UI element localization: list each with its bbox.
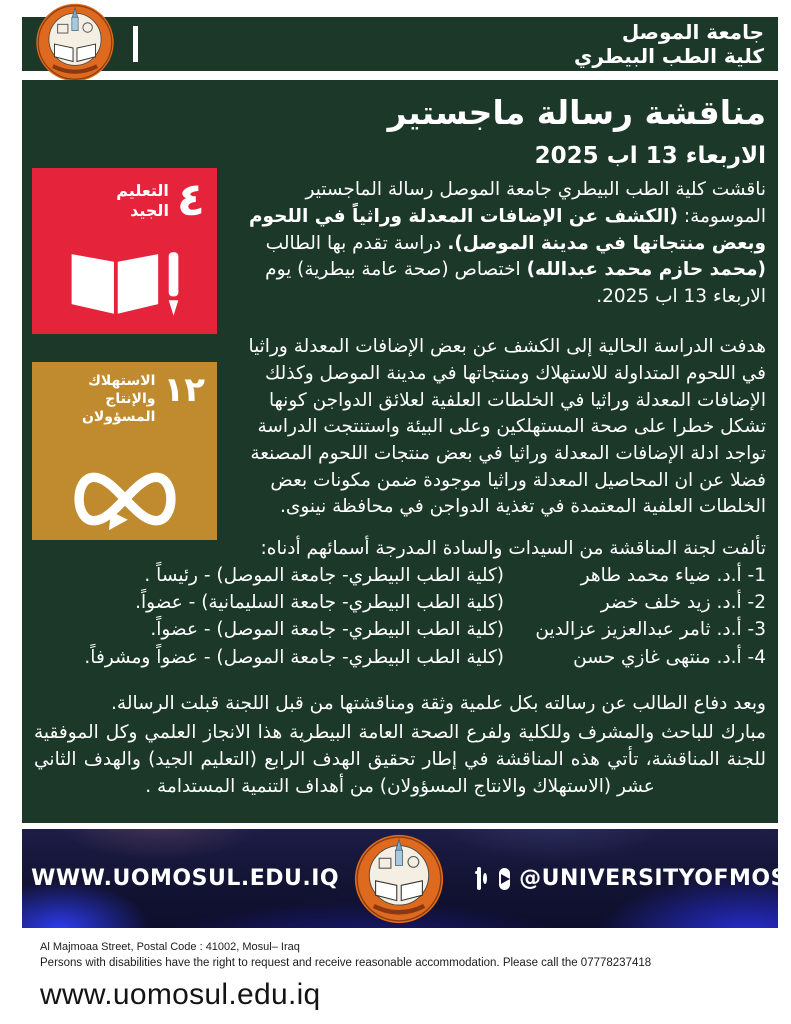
address-line: Al Majmoaa Street, Postal Code : 41002, Mosul– Iraq	[40, 941, 300, 953]
sdg4-quality-education-badge	[32, 168, 217, 334]
header-titles	[574, 20, 764, 68]
committee-member-name: 2- أ.د. زيد خلف خضر	[600, 592, 766, 614]
committee-row	[34, 589, 766, 616]
sdg4-number: ٤	[176, 172, 205, 226]
committee-member-name: 4- أ.د. منتهى غازي حسن	[573, 646, 766, 668]
book-pencil-icon	[32, 238, 217, 326]
committee-member-details: (كلية الطب البيطري- جامعة الموصل) - عضواً ومشرفاً.	[84, 646, 504, 668]
page-title: مناقشة رسالة ماجستير	[387, 93, 766, 132]
committee-member-details: (كلية الطب البيطري- جامعة السليمانية) - عضواً.	[135, 592, 504, 614]
youtube-icon[interactable]	[499, 868, 510, 890]
committee-intro: تألفت لجنة المناقشة من السيدات والسادة المدرجة أسمائهم أدناه:	[260, 537, 766, 559]
committee-list	[34, 562, 766, 671]
committee-section	[34, 535, 766, 671]
committee-member-details: (كلية الطب البيطري- جامعة الموصل) - رئيساً .	[144, 564, 504, 586]
committee-member-name: 1- أ.د. ضياء محمد طاهر	[580, 564, 766, 586]
sdg12-label: الاستهلاك والإنتاج المسؤولان	[81, 373, 156, 425]
sdg4-label: التعليم الجيد	[116, 181, 169, 220]
university-name: جامعة الموصل	[621, 20, 764, 44]
header-divider	[133, 26, 138, 62]
college-name: كلية الطب البيطري	[574, 44, 764, 68]
footer-banner	[22, 829, 787, 928]
announcement-panel	[22, 80, 778, 823]
committee-row	[34, 616, 766, 643]
sdg12-responsible-consumption-badge	[32, 362, 217, 540]
university-logo	[28, 3, 122, 82]
footer-url[interactable]: www.uomosul.edu.iq	[40, 978, 321, 1011]
instagram-icon[interactable]	[477, 867, 481, 890]
committee-member-name: 3- أ.د. ثامر عبدالعزيز عزالدين	[535, 619, 766, 641]
footer-logo	[353, 834, 445, 924]
accessibility-line: Persons with disabilities have the right to request and receive reasonable accommodation. Please call the 07778237418	[40, 957, 652, 969]
sdg12-number: ١٢	[163, 370, 205, 410]
footer-info	[40, 941, 651, 1012]
header-band	[22, 17, 778, 71]
committee-row	[34, 562, 766, 589]
committee-member-details: (كلية الطب البيطري- جامعة الموصل) - عضواً.	[150, 619, 504, 641]
committee-row	[34, 644, 766, 671]
footer-website[interactable]: WWW.UOMOSUL.EDU.IQ	[31, 866, 340, 891]
acceptance-paragraph: وبعد دفاع الطالب عن رسالته بكل علمية وثقة ومناقشتها من قبل اللجنة قبلت الرسالة.	[111, 692, 766, 714]
social-handle[interactable]: @UNIVERSITYOFMOS	[519, 866, 787, 891]
congratulations-paragraph: مبارك للباحث والمشرف وللكلية ولفرع الصحة العامة البيطرية هذا الانجاز العلمي وكل الموفقية للجنة المناقشة، تأتي هذه المناقشة في إطار تحقيق الهدف الرابع (التعليم الجيد) والهدف الثاني عشر (الاستهلاك والانتاج المسؤولان) من أهداف التنمية المستدامة .	[34, 721, 766, 797]
abstract-paragraph: هدفت الدراسة الحالية إلى الكشف عن بعض الإضافات المعدلة وراثيا في اللحوم المتداولة للاستهلاك ومنتجاتها في مدينة الموصل وكذلك الإضافات المعدلة وراثيا في الخلطات العلفية لعلائق الدواجن كونها تشكل خطرا على صحة المستهلكين وعلى البيئة واستنتجت الدراسة تواجد ادلة الإضافات المعدلة وراثيا في بعض منتجات اللحوم المصنعة فضلا عن ان المحاصيل المعدلة وراثيا موجودة ضمن مكونات بعض الخلطات العلفية المعتمدة في تغذية الدواجن في محافظة نينوى.	[248, 336, 766, 518]
thesis-paragraph: ناقشت كلية الطب البيطري جامعة الموصل رسالة الماجستير الموسومة: (الكشف عن الإضافات المعدلة وراثياً في اللحوم وبعض منتجاتها في مدينة الموصل). دراسة تقدم بها الطالب (محمد حازم محمد عبدالله) اختصاص (صحة عامة بيطرية) يوم الاربعاء 13 اب 2025.	[249, 179, 766, 307]
event-date: الاربعاء 13 اب 2025	[534, 143, 766, 170]
infinity-icon	[32, 466, 217, 532]
